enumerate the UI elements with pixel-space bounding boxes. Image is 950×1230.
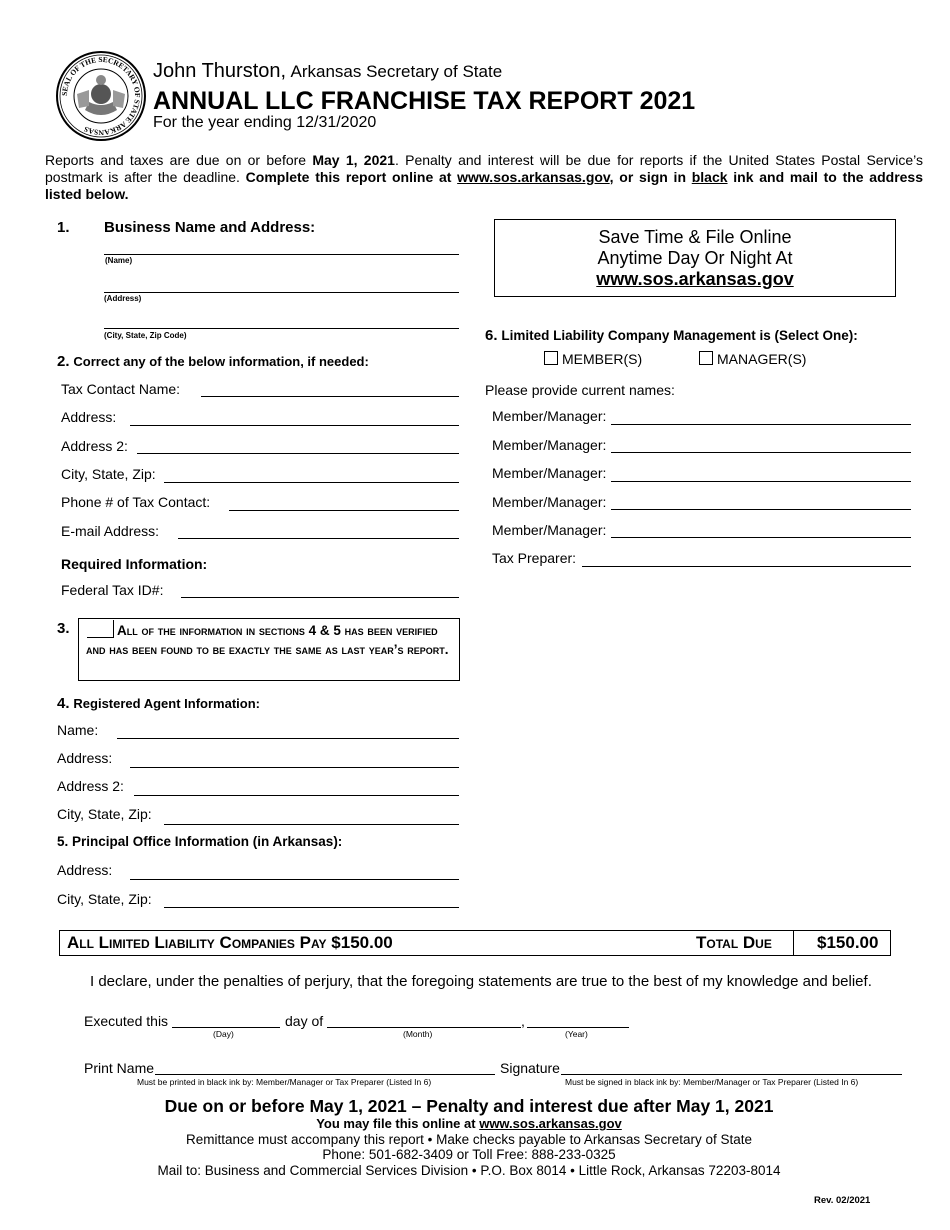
total-due-label: Total Due	[696, 933, 772, 952]
section1-number: 1.	[57, 219, 70, 236]
day-of-label: day of	[285, 1013, 324, 1029]
comma: ,	[521, 1013, 525, 1029]
year-caption: (Year)	[565, 1029, 588, 1039]
provide-names-label: Please provide current names:	[485, 382, 675, 398]
footer-url-link[interactable]: www.sos.arkansas.gov	[479, 1116, 622, 1131]
fein-label: Federal Tax ID#:	[61, 582, 164, 598]
section1-title: Business Name and Address:	[104, 219, 316, 236]
address2-field[interactable]	[137, 453, 459, 454]
agent-address2-field[interactable]	[134, 795, 459, 796]
agent-address-field[interactable]	[130, 767, 459, 768]
tax-preparer-label: Tax Preparer:	[492, 550, 577, 566]
section3-number: 3.	[57, 620, 70, 637]
address2-label: Address 2:	[61, 438, 128, 454]
office-address-field[interactable]	[130, 879, 459, 880]
month-caption: (Month)	[403, 1029, 433, 1039]
declaration-text: I declare, under the penalties of perjury, that the foregoing statements are true to the best of my knowledge and belief.	[90, 973, 872, 990]
tax-contact-label: Tax Contact Name:	[61, 381, 181, 397]
business-csz-line[interactable]	[104, 328, 459, 329]
member-manager-field[interactable]	[611, 424, 911, 425]
print-name-field[interactable]	[155, 1074, 495, 1075]
section4-heading: 4. Registered Agent Information:	[57, 695, 260, 712]
agent-address2-label: Address 2:	[57, 778, 124, 794]
member-manager-label: Member/Manager:	[492, 522, 607, 538]
member-manager-label: Member/Manager:	[492, 408, 607, 424]
csz-caption: (City, State, Zip Code)	[104, 331, 187, 340]
member-option-label: MEMBER(S)	[562, 351, 643, 367]
agent-address-label: Address:	[57, 750, 113, 766]
member-manager-field[interactable]	[611, 537, 911, 538]
manager-option-label: MANAGER(S)	[717, 351, 807, 367]
online-line1: Save Time & File Online	[598, 227, 792, 247]
address-label: Address:	[61, 409, 117, 425]
tax-contact-field[interactable]	[201, 396, 459, 397]
month-field[interactable]	[327, 1027, 521, 1028]
year-ending: For the year ending 12/31/2020	[153, 114, 377, 131]
phone-line: Phone: 501-682-3409 or Toll Free: 888-233-0325	[322, 1147, 616, 1162]
required-info-label: Required Information:	[61, 556, 208, 572]
print-name-label: Print Name	[84, 1060, 155, 1076]
csz-field[interactable]	[164, 482, 459, 483]
name-caption: (Name)	[105, 256, 133, 265]
business-name-line[interactable]	[104, 254, 459, 255]
address-field[interactable]	[130, 425, 459, 426]
office-address-label: Address:	[57, 862, 113, 878]
payment-label: All Limited Liability Companies Pay $150.00	[67, 933, 393, 952]
phone-field[interactable]	[229, 510, 459, 511]
member-checkbox[interactable]	[544, 351, 558, 365]
verification-text: All of the information in sections 4 & 5 has been verified and has been found to be exactly the same as last year’s report.	[86, 623, 449, 657]
file-online-line: You may file this online at www.sos.arkansas.gov	[316, 1116, 622, 1131]
revision-label: Rev. 02/2021	[814, 1195, 871, 1206]
remittance-line: Remittance must accompany this report • Make checks payable to Arkansas Secretary of State	[186, 1132, 752, 1147]
member-manager-field[interactable]	[611, 509, 911, 510]
seal-text: SEAL OF THE SECRETARY OF STATE ARKANSAS	[59, 54, 143, 138]
email-label: E-mail Address:	[61, 523, 160, 539]
manager-checkbox[interactable]	[699, 351, 713, 365]
section5-heading: 5. Principal Office Information (in Arkansas):	[57, 834, 343, 849]
signature-label: Signature	[500, 1060, 560, 1076]
office-csz-label: City, State, Zip:	[57, 891, 152, 907]
online-line2: Anytime Day Or Night At	[597, 248, 793, 268]
agent-csz-label: City, State, Zip:	[57, 806, 152, 822]
year-field[interactable]	[527, 1027, 629, 1028]
fein-field[interactable]	[181, 597, 459, 598]
print-name-note: Must be printed in black ink by: Member/Manager or Tax Preparer (Listed In 6)	[137, 1077, 432, 1087]
member-manager-field[interactable]	[611, 452, 911, 453]
mail-line: Mail to: Business and Commercial Services Division • P.O. Box 8014 • Little Rock, Arkansas 72203-8014	[157, 1163, 781, 1178]
agent-csz-field[interactable]	[164, 824, 459, 825]
state-seal	[55, 50, 147, 142]
phone-label: Phone # of Tax Contact:	[61, 494, 211, 510]
office-csz-field[interactable]	[164, 907, 459, 908]
section2-heading: 2. Correct any of the below information, if needed:	[57, 353, 369, 370]
official-name: John Thurston,	[153, 60, 287, 82]
tax-preparer-field[interactable]	[582, 566, 911, 567]
agent-name-label: Name:	[57, 722, 99, 738]
member-option[interactable]	[544, 351, 642, 367]
csz-label: City, State, Zip:	[61, 466, 156, 482]
day-field[interactable]	[172, 1027, 280, 1028]
member-manager-label: Member/Manager:	[492, 437, 607, 453]
due-date-line: Due on or before May 1, 2021 – Penalty and interest due after May 1, 2021	[164, 1096, 774, 1116]
member-manager-label: Member/Manager:	[492, 465, 607, 481]
signature-field[interactable]	[561, 1074, 902, 1075]
online-filing-box	[494, 219, 896, 297]
payment-bar	[59, 930, 891, 956]
agent-name-field[interactable]	[117, 738, 459, 739]
total-due-value: $150.00	[817, 933, 879, 952]
member-manager-label: Member/Manager:	[492, 494, 607, 510]
section6-heading: 6. Limited Liability Company Management is (Select One):	[485, 327, 858, 344]
intro-paragraph: Reports and taxes are due on or before May 1, 2021. Penalty and interest will be due for reports if the United States Postal Service’s postmark is after the deadline. Complete this report online at www.sos.arkansas.gov, or sign in black ink and mail to the address listed below.	[45, 152, 924, 202]
executed-this-label: Executed this	[84, 1013, 169, 1029]
signature-note: Must be signed in black ink by: Member/Manager or Tax Preparer (Listed In 6)	[565, 1077, 859, 1087]
day-caption: (Day)	[213, 1029, 234, 1039]
online-url-link[interactable]: www.sos.arkansas.gov	[596, 269, 794, 289]
official-title: Arkansas Secretary of State	[290, 62, 503, 81]
manager-option[interactable]	[699, 351, 806, 367]
address-caption: (Address)	[104, 294, 142, 303]
total-divider	[793, 931, 794, 955]
business-address-line[interactable]	[104, 292, 459, 293]
member-manager-field[interactable]	[611, 481, 911, 482]
form-title: ANNUAL LLC FRANCHISE TAX REPORT 2021	[153, 87, 696, 115]
email-field[interactable]	[178, 538, 459, 539]
